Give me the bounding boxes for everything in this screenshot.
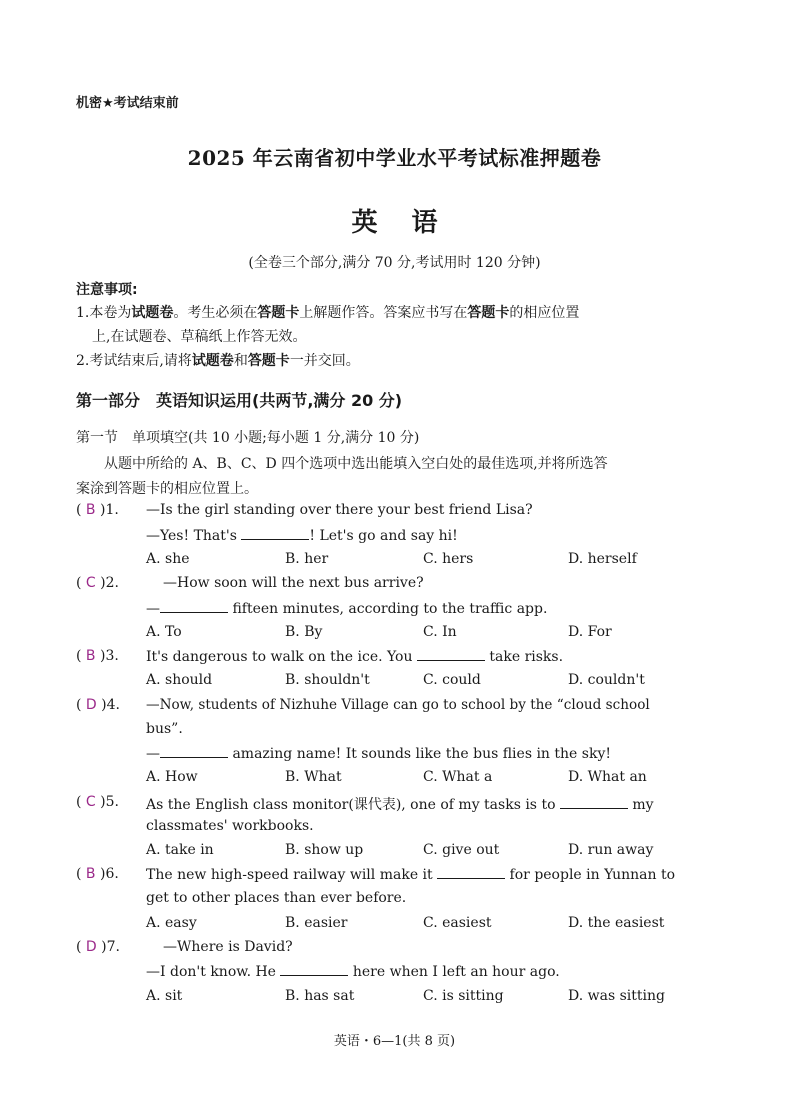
option-a: A. How xyxy=(146,769,198,785)
option-b: B. shouldn't xyxy=(285,672,370,688)
exam-title: 2025 年云南省初中学业水平考试标准押题卷 xyxy=(187,146,602,170)
option-c: C. give out xyxy=(423,842,500,858)
answer-blank xyxy=(280,963,348,976)
option-d: D. herself xyxy=(568,551,637,567)
option-b: B. What xyxy=(285,769,342,785)
question-5-stem-cont: classmates' workbooks. xyxy=(146,818,314,834)
option-a: A. sit xyxy=(146,988,183,1004)
instruction-line-1: 从题中所给的 A、B、C、D 四个选项中选出能填入空白处的最佳选项,并将所选答 xyxy=(104,456,608,472)
instruction-line-2: 案涂到答题卡的相应位置上。 xyxy=(76,481,258,497)
option-b: B. has sat xyxy=(285,988,355,1004)
question-6-answer: ( B )6. xyxy=(76,866,119,882)
option-b: B. show up xyxy=(285,842,364,858)
notice-line-3: 2.考试结束后,请将试题卷和答题卡一并交回。 xyxy=(76,353,360,369)
question-3-stem: It's dangerous to walk on the ice. You take risks. xyxy=(146,649,564,665)
notice-line-2: 上,在试题卷、草稿纸上作答无效。 xyxy=(92,329,307,345)
answer-blank xyxy=(417,648,485,661)
option-c: C. In xyxy=(423,624,457,640)
answer-blank xyxy=(160,600,228,613)
section-title: 第一节 单项填空(共 10 小题;每小题 1 分,满分 10 分) xyxy=(76,430,420,446)
question-4-answer: ( D )4. xyxy=(76,697,120,713)
question-1-dialogue: —Yes! That's ! Let's go and say hi! xyxy=(146,528,458,544)
option-b: B. By xyxy=(285,624,323,640)
notice-title: 注意事项: xyxy=(76,282,138,298)
option-c: C. What a xyxy=(423,769,493,785)
question-6-stem: The new high-speed railway will make it for people in Yunnan to xyxy=(146,867,676,883)
question-5-stem: As the English class monitor(课代表), one of my tasks is to my xyxy=(146,797,654,813)
answer-blank xyxy=(241,527,309,540)
question-4-dialogue: — amazing name! It sounds like the bus flies in the sky! xyxy=(146,746,611,762)
question-4-stem: —Now, students of Nizhuhe Village can go to school by the “cloud school xyxy=(146,697,650,713)
answer-blank xyxy=(160,745,228,758)
question-5-answer: ( C )5. xyxy=(76,794,119,810)
option-d: D. What an xyxy=(568,769,647,785)
option-c: C. hers xyxy=(423,551,474,567)
option-a: A. To xyxy=(146,624,182,640)
answer-blank xyxy=(560,796,628,809)
option-a: A. she xyxy=(146,551,190,567)
subject-title xyxy=(0,202,789,239)
notice-line-1: 1.本卷为试题卷。考生必须在答题卡上解题作答。答案应书写在答题卡的相应位置 xyxy=(76,305,580,321)
question-3-answer: ( B )3. xyxy=(76,648,119,664)
option-d: D. For xyxy=(568,624,612,640)
question-2-dialogue: — fifteen minutes, according to the traffic app. xyxy=(146,601,548,617)
exam-info: (全卷三个部分,满分 70 分,考试用时 120 分钟) xyxy=(248,255,541,271)
confidential-label: 机密★考试结束前 xyxy=(76,96,179,111)
question-7-answer: ( D )7. xyxy=(76,939,120,955)
question-6-stem-cont: get to other places than ever before. xyxy=(146,890,407,906)
option-b: B. easier xyxy=(285,915,348,931)
option-d: D. the easiest xyxy=(568,915,665,931)
option-c: C. could xyxy=(423,672,481,688)
option-a: A. take in xyxy=(146,842,214,858)
subject-char-1: 英 xyxy=(351,208,378,238)
option-b: B. her xyxy=(285,551,329,567)
option-d: D. couldn't xyxy=(568,672,645,688)
option-c: C. easiest xyxy=(423,915,492,931)
subject-char-2: 语 xyxy=(411,208,438,238)
option-d: D. run away xyxy=(568,842,654,858)
question-7-stem: —Where is David? xyxy=(163,939,293,955)
question-2-answer: ( C )2. xyxy=(76,575,119,591)
question-1-stem: —Is the girl standing over there your best friend Lisa? xyxy=(146,502,533,518)
question-2-stem: —How soon will the next bus arrive? xyxy=(163,575,424,591)
answer-blank xyxy=(437,866,505,879)
part-title: 第一部分 英语知识运用(共两节,满分 20 分) xyxy=(76,391,403,410)
question-4-stem-cont: bus”. xyxy=(146,721,183,737)
question-1-answer: ( B )1. xyxy=(76,502,119,518)
option-a: A. easy xyxy=(146,915,197,931)
question-7-dialogue: —I don't know. He here when I left an hour ago. xyxy=(146,964,560,980)
page-footer: 英语・6—1(共 8 页) xyxy=(333,1034,456,1049)
option-a: A. should xyxy=(146,672,213,688)
option-d: D. was sitting xyxy=(568,988,665,1004)
option-c: C. is sitting xyxy=(423,988,504,1004)
